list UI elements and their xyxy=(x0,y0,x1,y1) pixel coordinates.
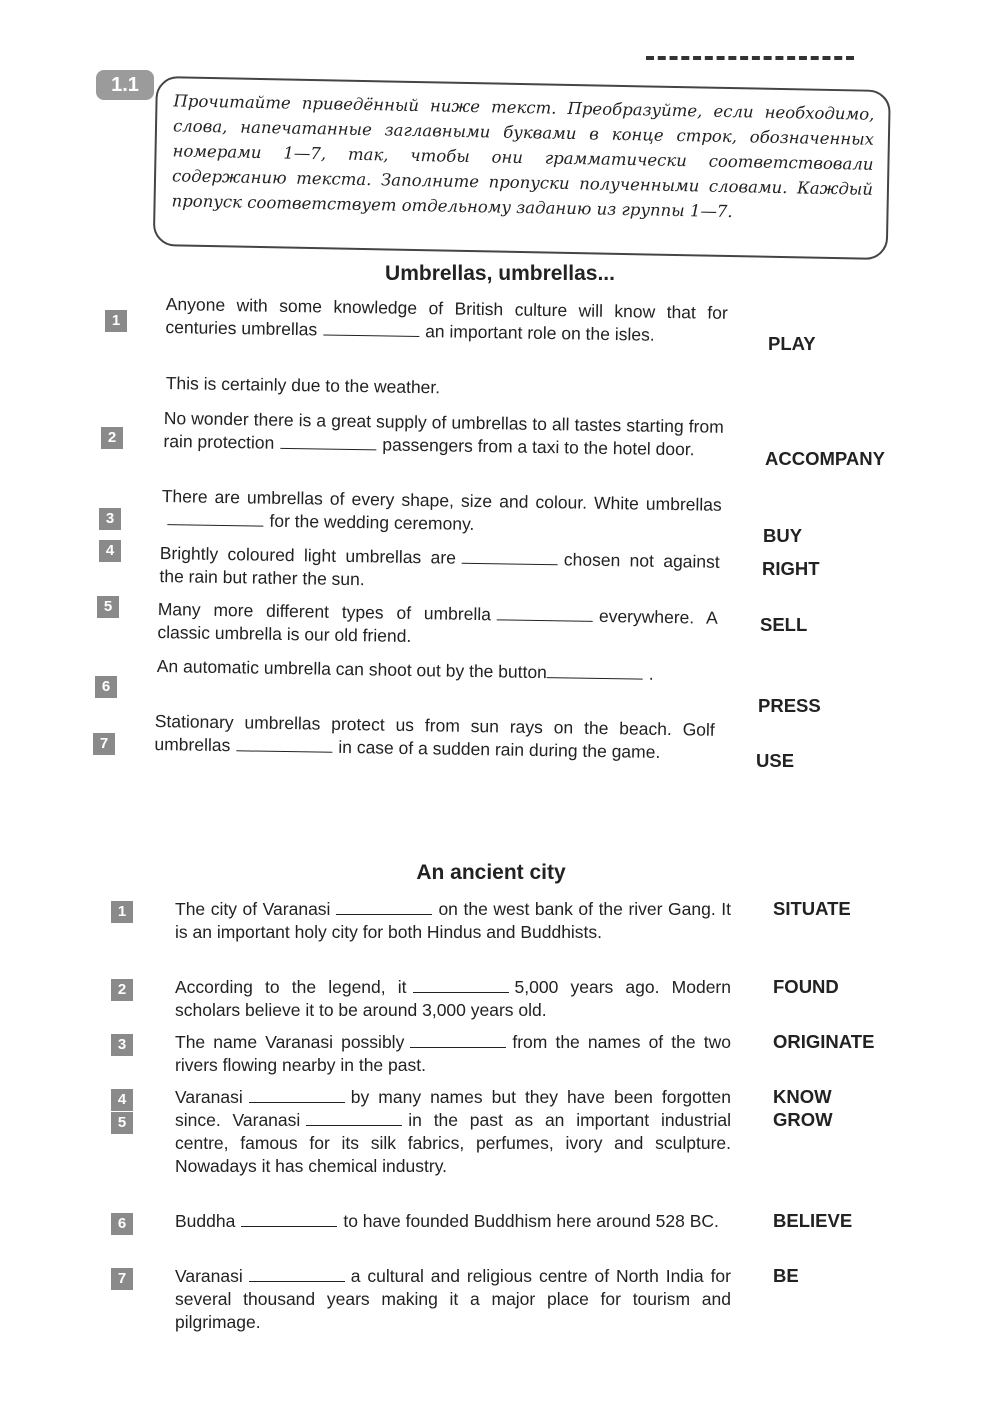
s1-item3-text xyxy=(161,485,722,540)
s1-item4-text xyxy=(159,542,720,597)
s2-item4-before: Varanasi xyxy=(175,1087,243,1107)
s1-item2-blank[interactable] xyxy=(280,444,376,451)
s2-item6-after: to have founded Buddhism here around 528 BC. xyxy=(343,1211,719,1231)
s1-item6-before: An automatic umbrella can shoot out by the button xyxy=(156,655,548,683)
s2-item2-text xyxy=(175,976,731,1022)
s1-item6-after: . xyxy=(648,663,654,684)
s2-item1-word: SITUATE xyxy=(773,898,851,919)
s1-item4-number: 4 xyxy=(99,540,121,562)
s2-item4-blank[interactable] xyxy=(249,1098,345,1103)
header-dash-line xyxy=(646,56,854,64)
s2-item1-before: The city of Varanasi xyxy=(175,899,331,919)
instruction-text: Прочитайте приведённый ниже текст. Преобразуйте, если необходимо, слова, напечатанные заглавными буквами в конце строк, обозначенных номерами 1—7, так, чтобы они грамматически соответствовали содержанию текста. Заполните пропуски полученными словами. Каждый пропуск соответствует отдельному заданию из группы 1—7. xyxy=(171,91,875,222)
s2-item3-number: 3 xyxy=(111,1034,133,1056)
s2-item6-blank[interactable] xyxy=(241,1222,337,1227)
s1-item6-word: PRESS xyxy=(758,695,821,716)
s2-item5-word: GROW xyxy=(773,1109,833,1130)
s1-item1-before: Anyone with some knowledge of British culture will know that for centuries umbrellas xyxy=(165,293,728,340)
s2-item3-text xyxy=(175,1031,731,1077)
s1-item5-before: Many more different types of umbrella xyxy=(157,598,492,625)
s2-item7-before: Varanasi xyxy=(175,1266,243,1286)
s1-item1-number: 1 xyxy=(105,310,127,332)
s1-item7-after: in case of a sudden rain during the game. xyxy=(338,736,661,762)
s1-item7-before: Stationary umbrellas protect us from sun rays on the beach. Golf umbrellas xyxy=(154,710,715,756)
s2-item1-number: 1 xyxy=(111,901,133,923)
s1-item2-text xyxy=(163,407,724,462)
s1-item3-word: BUY xyxy=(763,525,803,546)
s1-item2-before: No wonder there is a great supply of umbrellas to all tastes starting from rain protection xyxy=(163,407,724,453)
s2-item5-blank[interactable] xyxy=(306,1121,402,1126)
s1-item4-before: Brightly coloured light umbrellas are xyxy=(159,542,457,568)
s2-item6-word: BELIEVE xyxy=(773,1210,853,1231)
s2-item7-blank[interactable] xyxy=(249,1277,345,1282)
s2-item5-number: 5 xyxy=(111,1112,133,1134)
s2-item2-blank[interactable] xyxy=(413,988,509,993)
s2-item2-after: 5,000 years ago. Modern scholars believe it to be around 3,000 years old. xyxy=(175,977,731,1020)
section2-title: An ancient city xyxy=(416,861,566,884)
section1-title: Umbrellas, umbrellas... xyxy=(385,262,615,285)
s1-item4-word: RIGHT xyxy=(762,558,820,579)
s1-item7-text xyxy=(154,710,715,765)
s1-item1-after: an important role on the isles. xyxy=(425,321,655,345)
s1-item2-number: 2 xyxy=(101,427,123,449)
s2-item3-blank[interactable] xyxy=(410,1043,506,1048)
s2-item4-5-text xyxy=(175,1086,731,1178)
s1-item6-number: 6 xyxy=(95,676,117,698)
s1-item2-after: passengers from a taxi to the hotel door. xyxy=(382,434,695,460)
s1-item7-word: USE xyxy=(756,750,795,771)
s1-item3-number: 3 xyxy=(99,508,121,530)
s1-item7-number: 7 xyxy=(93,733,115,755)
s1-item5-word: SELL xyxy=(760,614,808,635)
s1-item3-after: for the wedding ceremony. xyxy=(269,510,475,534)
s1-item6-text xyxy=(157,655,717,687)
s2-item7-number: 7 xyxy=(111,1268,133,1290)
s1-item7-blank[interactable] xyxy=(236,746,332,753)
s2-item7-after: a cultural and religious centre of North India for several thousand years making it a major place for tourism and pilgrimage. xyxy=(175,1266,731,1332)
task-number-badge: 1.1 xyxy=(96,70,154,100)
s1-item5-number: 5 xyxy=(97,596,119,618)
s2-item6-text xyxy=(175,1210,731,1233)
s1-item5-blank[interactable] xyxy=(497,615,593,622)
s2-item2-before: According to the legend, it xyxy=(175,977,407,997)
instruction-box xyxy=(153,76,891,260)
s2-item3-word: ORIGINATE xyxy=(773,1031,875,1052)
s2-item1-text xyxy=(175,898,731,944)
s2-item4-number: 4 xyxy=(111,1089,133,1111)
s2-item1-after: on the west bank of the river Gang. It is an important holy city for both Hindus and Buddhists. xyxy=(175,899,731,942)
s1-item5-after: everywhere. A classic umbrella is our old friend. xyxy=(157,605,718,646)
s1-plain-line: This is certainly due to the weather. xyxy=(165,372,441,398)
s2-item4-word: KNOW xyxy=(773,1086,832,1107)
s2-item3-after: from the names of the two rivers flowing nearby in the past. xyxy=(175,1032,731,1075)
s1-item6-blank[interactable] xyxy=(547,673,643,680)
s2-item5-after: in the past as an important industrial centre, famous for its silk fabrics, perfumes, ivory and sculpture. Nowadays it has chemical industry. xyxy=(175,1110,731,1176)
s1-item2-word: ACCOMPANY xyxy=(765,448,885,469)
s1-item1-word: PLAY xyxy=(768,333,816,354)
s1-item3-blank[interactable] xyxy=(167,520,263,527)
s2-item2-word: FOUND xyxy=(773,976,839,997)
s1-item1-blank[interactable] xyxy=(323,330,419,337)
s2-item6-number: 6 xyxy=(111,1213,133,1235)
s2-item1-blank[interactable] xyxy=(336,910,432,915)
s2-item4-after: by many names but they have been forgotten since. Varanasi xyxy=(175,1087,731,1130)
s2-item7-word: BE xyxy=(773,1265,799,1286)
s1-item5-text xyxy=(157,598,718,653)
s2-item6-before: Buddha xyxy=(175,1211,236,1231)
s2-item3-before: The name Varanasi possibly xyxy=(175,1032,405,1052)
s2-item2-number: 2 xyxy=(111,979,133,1001)
s1-item3-pre: There are umbrellas of every shape, size and colour. White umbrellas xyxy=(161,485,722,515)
s1-item4-after: chosen not against the rain but rather the sun. xyxy=(159,549,720,590)
s1-item4-blank[interactable] xyxy=(462,559,558,566)
s1-item1-text xyxy=(165,293,728,348)
s2-item7-text xyxy=(175,1265,731,1334)
